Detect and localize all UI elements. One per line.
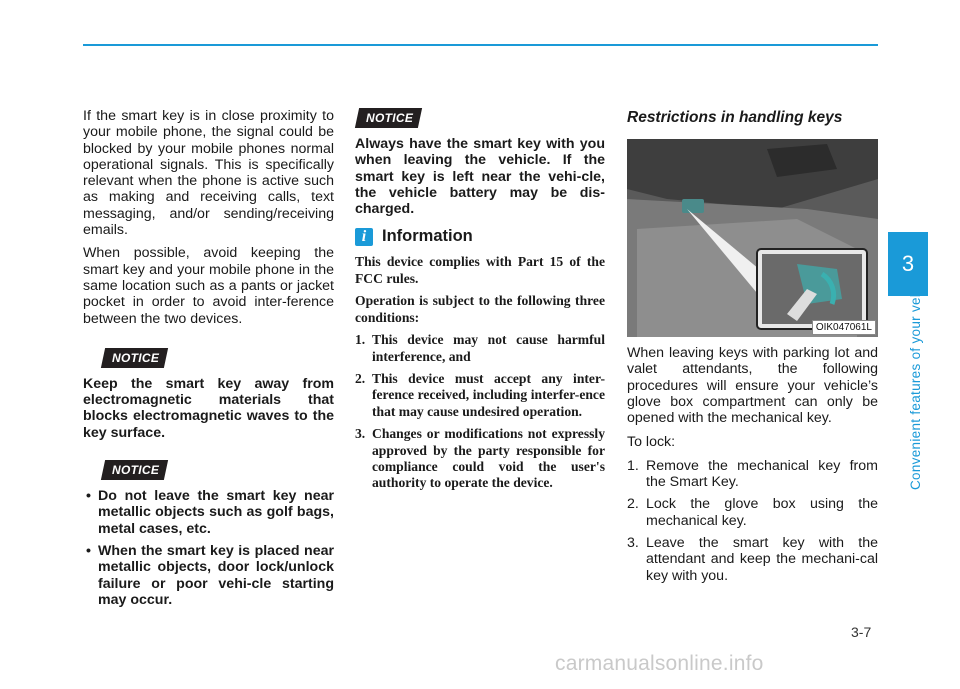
notice-bullet-list [83,488,334,608]
to-lock-label: To lock: [627,434,676,451]
lock-steps-list [627,458,878,584]
paragraph-valet: When leaving keys with parking lot and valet attendants, the following procedures will ensure your vehicle’s glove box compartment can only be opened with the mechanical key. [627,345,878,427]
column-right [627,108,878,590]
information-title: Information [382,227,473,246]
top-rule [83,44,878,46]
info-condition-list [355,332,605,492]
glove-box-illustration [627,139,878,337]
notice-badge: NOTICE [355,108,422,128]
info-paragraph-conditions: Operation is subject to the following three conditions: [355,293,605,325]
column-middle [355,108,605,498]
list-item: 3. Changes or modifications not expressly approved by the party responsible for compliance could void the user's authority to operate the device. [355,426,605,491]
chapter-tab: 3 [888,232,928,296]
notice-text-electromagnetic: Keep the smart key away from electromagnetic materials that blocks electromagnetic waves to the key surface. [83,375,334,441]
list-item: 1. This device may not cause harmful interference, and [355,332,605,364]
column-left [83,108,334,614]
notice-badge: NOTICE [101,460,168,480]
paragraph-proximity: If the smart key is in close proximity to your mobile phone, the signal could be blocked by your mobile phones normal operational signals. This is specifically relevant when the phone is active such as making and receiving calls, text messaging, and/or sending/receiving emails. [83,108,334,239]
list-item: • Do not leave the smart key near metallic objects such as golf bags, metal cases, etc. [83,488,334,537]
list-item: 3. Leave the smart key with the attendant and keep the mechani-cal key with you. [627,534,878,584]
notice-text-battery: Always have the smart key with you when leaving the vehicle. If the smart key is left near the vehi-cle, the vehicle battery may be dis-charged. [355,136,605,218]
section-title: Restrictions in handling keys [627,109,843,126]
glove-box-photo [627,139,878,337]
information-heading [355,227,605,246]
list-item: 1. Remove the mechanical key from the Smart Key. [627,457,878,491]
list-item: 2. Lock the glove box using the mechanical key. [627,496,878,529]
watermark: carmanualsonline.info [555,652,764,675]
info-paragraph-fcc: This device complies with Part 15 of the FCC rules. [355,254,605,286]
photo-code: OIK047061L [812,320,876,335]
list-item: 2. This device must accept any inter-ference received, including interfer-ence that may cause undesired operation. [355,370,605,419]
page-number: 3-7 [851,624,872,640]
list-item: • When the smart key is placed near metallic objects, door lock/unlock failure or poor vehi-cle starting may occur. [83,543,334,608]
notice-badge: NOTICE [101,348,168,368]
info-icon: i [355,228,373,246]
chapter-title: Convenient features of your vehicle [908,267,923,490]
paragraph-avoid: When possible, avoid keeping the smart key and your mobile phone in the same location such as a pants or jacket pocket in order to avoid inter-ference between the two devices. [83,245,334,327]
